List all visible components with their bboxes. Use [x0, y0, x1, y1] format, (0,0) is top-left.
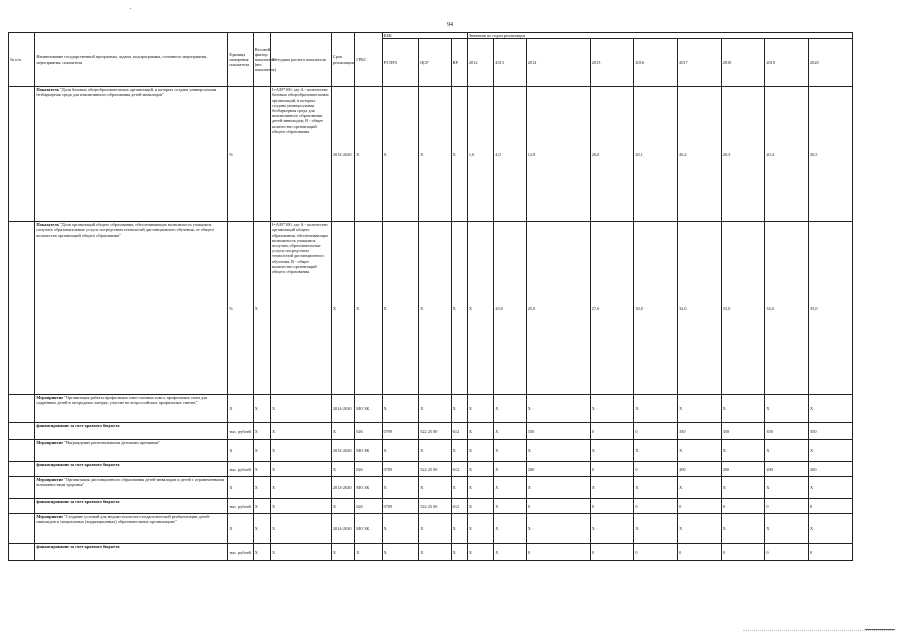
row-year-value-cell: X	[590, 477, 634, 499]
row-vr-cell: 612	[451, 499, 467, 514]
row-unit-cell: X	[228, 440, 253, 462]
row-year-value-cell: X	[590, 514, 634, 544]
row-year-value-cell: 35,0	[809, 222, 853, 395]
table-row	[9, 423, 853, 440]
row-num-cell	[9, 423, 35, 440]
row-year-value-cell: 0	[721, 544, 765, 561]
row-method-cell: X	[270, 499, 331, 514]
row-year-value-cell: X	[467, 440, 493, 462]
row-weight-cell: X	[253, 222, 270, 395]
row-method-cell: I=A/B*100, где А - количество организаций общего образования, обеспечивающих возможность учащимся получать образовательные услуги посредством технологий дистанционного обучения, В - общее количество организаций общего образования	[270, 222, 331, 395]
row-name-text: "Доля организаций общего образования, обеспечивающих возможность учащимся получать образовательные услуги посредством технологий дистанционного обучения, от общего количества организаций общего образования"	[36, 222, 215, 238]
row-name-cell	[35, 499, 228, 514]
row-year-value-cell: X	[494, 499, 526, 514]
col-year-header: 2019	[765, 39, 809, 87]
col-year-header: 2014	[526, 39, 590, 87]
row-grbs-cell: 026	[355, 462, 382, 477]
col-term-header: Срок реализации	[331, 33, 354, 87]
page-number: 94	[447, 22, 453, 28]
table-row	[9, 222, 853, 395]
row-unit-cell: %	[228, 222, 253, 395]
row-weight-cell: X	[253, 395, 270, 423]
row-year-value-cell: 12,8	[526, 87, 590, 222]
row-year-value-cell: 0	[678, 499, 722, 514]
row-year-value-cell: 350	[721, 423, 765, 440]
col-grbs-header: ГРБС	[355, 33, 382, 87]
row-term-cell: X	[331, 423, 354, 440]
row-method-cell: X	[270, 423, 331, 440]
row-year-value-cell: 0	[590, 499, 634, 514]
row-year-value-cell: X	[526, 477, 590, 499]
row-year-value-cell: 0	[765, 499, 809, 514]
row-year-value-cell: 33,0	[721, 222, 765, 395]
row-name-cell	[35, 477, 228, 499]
row-year-value-cell: X	[467, 477, 493, 499]
row-name-prefix: Показатель	[36, 87, 59, 93]
row-term-cell: 2014-2020	[331, 477, 354, 499]
row-method-cell: X	[270, 544, 331, 561]
row-year-value-cell: 0	[634, 499, 678, 514]
row-weight-cell: X	[253, 440, 270, 462]
row-name-text: "Создание условий для медико-психолого-педагогической реабилитации детей-инвалидов в специальных (коррекционных) образовательных организациях"	[36, 514, 211, 525]
col-csr-header: ЦСР	[419, 39, 451, 87]
row-name-cell	[35, 395, 228, 423]
row-year-value-cell: X	[590, 440, 634, 462]
row-term-cell: X	[331, 544, 354, 561]
row-name-prefix: Показатель	[36, 222, 59, 228]
row-vr-cell: X	[451, 87, 467, 222]
row-grbs-cell: МО ЗК	[355, 395, 382, 423]
row-rz-cell: X	[382, 222, 419, 395]
row-year-value-cell: X	[494, 544, 526, 561]
row-unit-cell: X	[228, 395, 253, 423]
row-vr-cell: X	[451, 544, 467, 561]
row-term-cell: 2014-2020	[331, 440, 354, 462]
row-csr-cell: 522 25 00	[419, 499, 451, 514]
row-grbs-cell: МО ЗК	[355, 477, 382, 499]
row-weight-cell	[253, 87, 270, 222]
table-row	[9, 544, 853, 561]
row-year-value-cell: X	[494, 423, 526, 440]
row-csr-cell: X	[419, 395, 451, 423]
row-year-value-cell: 0	[526, 499, 590, 514]
row-year-value-cell: 0	[809, 544, 853, 561]
row-name-text: "Доля базовых общеобразовательных организаций, в которых создана универсальная безбарьерная среда для инклюзивного образования детей-инвалидов"	[36, 87, 217, 98]
row-method-cell: X	[270, 395, 331, 423]
row-rz-cell: 0709	[382, 462, 419, 477]
row-num-cell	[9, 395, 35, 423]
row-year-value-cell: X	[809, 514, 853, 544]
row-method-cell: I=A/B*100, где А - количество базовых общеобразовательных организаций, в которых создана универсальная безбарьерная среда для инклюзивного образования детей-инвалидов; В - общее количество организаций общего образования	[270, 87, 331, 222]
col-year-header: 2012	[467, 39, 493, 87]
col-year-header: 2015	[590, 39, 634, 87]
col-unit-header: Единица измерения показателя	[228, 33, 253, 87]
row-grbs-cell: 026	[355, 499, 382, 514]
row-vr-cell: 612	[451, 423, 467, 440]
row-method-cell: X	[270, 440, 331, 462]
row-year-value-cell: 20,0	[494, 222, 526, 395]
row-num-cell	[9, 544, 35, 561]
row-year-value-cell: X	[494, 477, 526, 499]
col-method-header: Методика расчета показателя	[270, 33, 331, 87]
row-unit-cell: X	[228, 514, 253, 544]
scan-artifact	[130, 8, 131, 9]
table-body	[9, 87, 853, 561]
row-csr-cell: X	[419, 87, 451, 222]
row-num-cell	[9, 87, 35, 222]
row-year-value-cell: X	[494, 440, 526, 462]
row-year-value-cell: X	[721, 440, 765, 462]
row-year-value-cell: X	[467, 222, 493, 395]
row-csr-cell: X	[419, 222, 451, 395]
row-year-value-cell: X	[494, 462, 526, 477]
row-year-value-cell: 20,4	[765, 87, 809, 222]
row-year-value-cell: X	[765, 477, 809, 499]
row-year-value-cell: X	[467, 514, 493, 544]
row-num-cell	[9, 514, 35, 544]
row-weight-cell: X	[253, 544, 270, 561]
row-name-cell	[35, 462, 228, 477]
col-year-header: 2017	[678, 39, 722, 87]
row-weight-cell: X	[253, 499, 270, 514]
row-name-cell	[35, 544, 228, 561]
table-row	[9, 462, 853, 477]
row-year-value-cell: X	[721, 395, 765, 423]
row-year-value-cell: 0	[721, 499, 765, 514]
row-vr-cell: X	[451, 514, 467, 544]
row-year-value-cell: 0	[590, 462, 634, 477]
row-name-prefix: Мероприятие	[36, 395, 63, 401]
row-year-value-cell: 34,0	[765, 222, 809, 395]
row-year-value-cell: X	[765, 395, 809, 423]
row-name-prefix: Мероприятие	[36, 514, 63, 520]
row-unit-cell: тыс. рублей	[228, 499, 253, 514]
row-year-value-cell: 0	[526, 544, 590, 561]
row-vr-cell: X	[451, 440, 467, 462]
row-year-value-cell: X	[494, 514, 526, 544]
row-year-value-cell: X	[765, 514, 809, 544]
row-num-cell	[9, 222, 35, 395]
row-year-value-cell: 200	[765, 462, 809, 477]
row-rz-cell: X	[382, 440, 419, 462]
row-year-value-cell: 0	[634, 462, 678, 477]
row-unit-cell: X	[228, 477, 253, 499]
col-rz-header: РЗ ПР3	[382, 39, 419, 87]
row-term-cell: X	[331, 462, 354, 477]
row-rz-cell: X	[382, 514, 419, 544]
row-name-cell	[35, 514, 228, 544]
col-year-header: 2020	[809, 39, 853, 87]
row-rz-cell: X	[382, 395, 419, 423]
table-row	[9, 514, 853, 544]
row-year-value-cell: 350	[765, 423, 809, 440]
row-name-prefix: финансирование за счет краевого бюджета	[36, 499, 120, 505]
col-num-header: № п/п	[9, 33, 35, 87]
row-year-value-cell: X	[809, 395, 853, 423]
table-row	[9, 87, 853, 222]
row-year-value-cell: X	[526, 395, 590, 423]
row-name-cell	[35, 423, 228, 440]
row-grbs-cell: МО ЗК	[355, 514, 382, 544]
row-csr-cell: X	[419, 477, 451, 499]
row-year-value-cell: 0	[765, 544, 809, 561]
row-rz-cell: X	[382, 544, 419, 561]
row-csr-cell: X	[419, 440, 451, 462]
row-year-value-cell: X	[634, 395, 678, 423]
col-name-header: Наименование государственной программы, задачи, подпрограммы, основного мероприятия, мероприятия, показателя	[35, 33, 228, 87]
row-year-value-cell: 200	[678, 462, 722, 477]
row-year-value-cell: X	[809, 440, 853, 462]
row-name-cell	[35, 222, 228, 395]
row-grbs-cell: 026	[355, 423, 382, 440]
col-vr-header: ВР	[451, 39, 467, 87]
row-year-value-cell: 350	[809, 423, 853, 440]
row-year-value-cell: 200	[721, 462, 765, 477]
row-year-value-cell: 350	[678, 423, 722, 440]
row-name-text: "Награждение региональными детскими премиями"	[63, 440, 160, 446]
row-year-value-cell: X	[678, 477, 722, 499]
row-name-cell	[35, 440, 228, 462]
scan-artifact	[743, 630, 893, 634]
row-year-value-cell: 0	[809, 499, 853, 514]
row-year-value-cell: X	[809, 477, 853, 499]
row-name-text: "Организация работы профильных очно-заочных школ, профильных смен для одаренных детей в загородных лагерях, участие во всероссийских профильных сменах"	[36, 395, 208, 406]
row-year-value-cell: X	[590, 395, 634, 423]
row-year-value-cell: X	[678, 395, 722, 423]
row-year-value-cell: X	[526, 440, 590, 462]
col-weight-header: Весовой фактор показателя (вес показателя)	[253, 33, 270, 87]
row-year-value-cell: X	[526, 514, 590, 544]
row-num-cell	[9, 477, 35, 499]
row-year-value-cell: X	[467, 499, 493, 514]
row-vr-cell: 612	[451, 462, 467, 477]
row-term-cell: X	[331, 499, 354, 514]
row-rz-cell: 0709	[382, 423, 419, 440]
row-grbs-cell: МО ЗК	[355, 440, 382, 462]
col-kbk-header: КБК	[382, 33, 467, 39]
row-vr-cell: X	[451, 222, 467, 395]
row-grbs-cell: X	[355, 222, 382, 395]
row-year-value-cell: 20,0	[590, 87, 634, 222]
row-year-value-cell: 20,2	[678, 87, 722, 222]
row-year-value-cell: 0	[678, 544, 722, 561]
row-year-value-cell: 20,3	[721, 87, 765, 222]
row-unit-cell: тыс. рублей	[228, 423, 253, 440]
row-year-value-cell: X	[721, 477, 765, 499]
row-name-cell	[35, 87, 228, 222]
table-row	[9, 477, 853, 499]
table-row	[9, 499, 853, 514]
row-num-cell	[9, 440, 35, 462]
row-vr-cell: X	[451, 477, 467, 499]
row-term-cell: 2014-2020	[331, 395, 354, 423]
row-year-value-cell: 1,6	[467, 87, 493, 222]
row-name-prefix: Мероприятие	[36, 477, 63, 483]
row-method-cell: X	[270, 462, 331, 477]
row-year-value-cell: 20,1	[634, 87, 678, 222]
row-unit-cell: %	[228, 87, 253, 222]
row-year-value-cell: 0	[590, 423, 634, 440]
row-year-value-cell: X	[494, 395, 526, 423]
row-name-prefix: финансирование за счет краевого бюджета	[36, 423, 120, 429]
row-vr-cell: X	[451, 395, 467, 423]
row-weight-cell: X	[253, 462, 270, 477]
row-year-value-cell: 0	[634, 423, 678, 440]
col-year-header: 2018	[721, 39, 765, 87]
row-term-cell: 2014-2020	[331, 87, 354, 222]
row-rz-cell: X	[382, 87, 419, 222]
row-grbs-cell: X	[355, 544, 382, 561]
row-year-value-cell: 20,5	[809, 87, 853, 222]
row-year-value-cell: X	[467, 423, 493, 440]
table-row	[9, 395, 853, 423]
row-year-value-cell: X	[721, 514, 765, 544]
col-years-group-header: Значения по годам реализации	[467, 33, 852, 39]
col-year-header: 2013	[494, 39, 526, 87]
row-term-cell: X	[331, 222, 354, 395]
row-csr-cell: X	[419, 544, 451, 561]
row-num-cell	[9, 462, 35, 477]
program-table	[8, 32, 853, 561]
row-year-value-cell: 200	[526, 462, 590, 477]
row-num-cell	[9, 499, 35, 514]
row-name-text: "Организация дистанционного образования детей-инвалидов и детей с ограниченными возможностями здоровья"	[36, 477, 224, 488]
row-year-value-cell: X	[634, 440, 678, 462]
row-year-value-cell: X	[467, 395, 493, 423]
row-year-value-cell: X	[634, 514, 678, 544]
row-year-value-cell: 30,0	[634, 222, 678, 395]
row-year-value-cell: X	[765, 440, 809, 462]
row-unit-cell: тыс. рублей	[228, 544, 253, 561]
row-csr-cell: X	[419, 514, 451, 544]
row-name-prefix: финансирование за счет краевого бюджета	[36, 544, 120, 550]
row-year-value-cell: 25,0	[526, 222, 590, 395]
row-year-value-cell: 27,0	[590, 222, 634, 395]
table-row	[9, 440, 853, 462]
row-method-cell: X	[270, 514, 331, 544]
row-csr-cell: 522 25 00	[419, 423, 451, 440]
row-year-value-cell: 0	[590, 544, 634, 561]
row-unit-cell: тыс. рублей	[228, 462, 253, 477]
row-weight-cell: X	[253, 423, 270, 440]
row-year-value-cell: X	[467, 544, 493, 561]
row-year-value-cell: 350	[526, 423, 590, 440]
col-year-header: 2016	[634, 39, 678, 87]
row-year-value-cell: 0	[634, 544, 678, 561]
row-rz-cell: 0709	[382, 499, 419, 514]
row-name-prefix: финансирование за счет краевого бюджета	[36, 462, 120, 468]
row-grbs-cell: X	[355, 87, 382, 222]
row-name-prefix: Мероприятие	[36, 440, 63, 446]
row-year-value-cell: 200	[809, 462, 853, 477]
scan-artifact	[865, 629, 895, 630]
row-csr-cell: 522 25 00	[419, 462, 451, 477]
row-year-value-cell: X	[467, 462, 493, 477]
row-year-value-cell: 32,0	[678, 222, 722, 395]
row-method-cell: X	[270, 477, 331, 499]
row-year-value-cell: 4,0	[494, 87, 526, 222]
row-term-cell: 2014-2020	[331, 514, 354, 544]
row-rz-cell: X	[382, 477, 419, 499]
row-year-value-cell: X	[678, 440, 722, 462]
row-weight-cell: X	[253, 477, 270, 499]
row-year-value-cell: X	[678, 514, 722, 544]
row-weight-cell: X	[253, 514, 270, 544]
row-year-value-cell: X	[634, 477, 678, 499]
